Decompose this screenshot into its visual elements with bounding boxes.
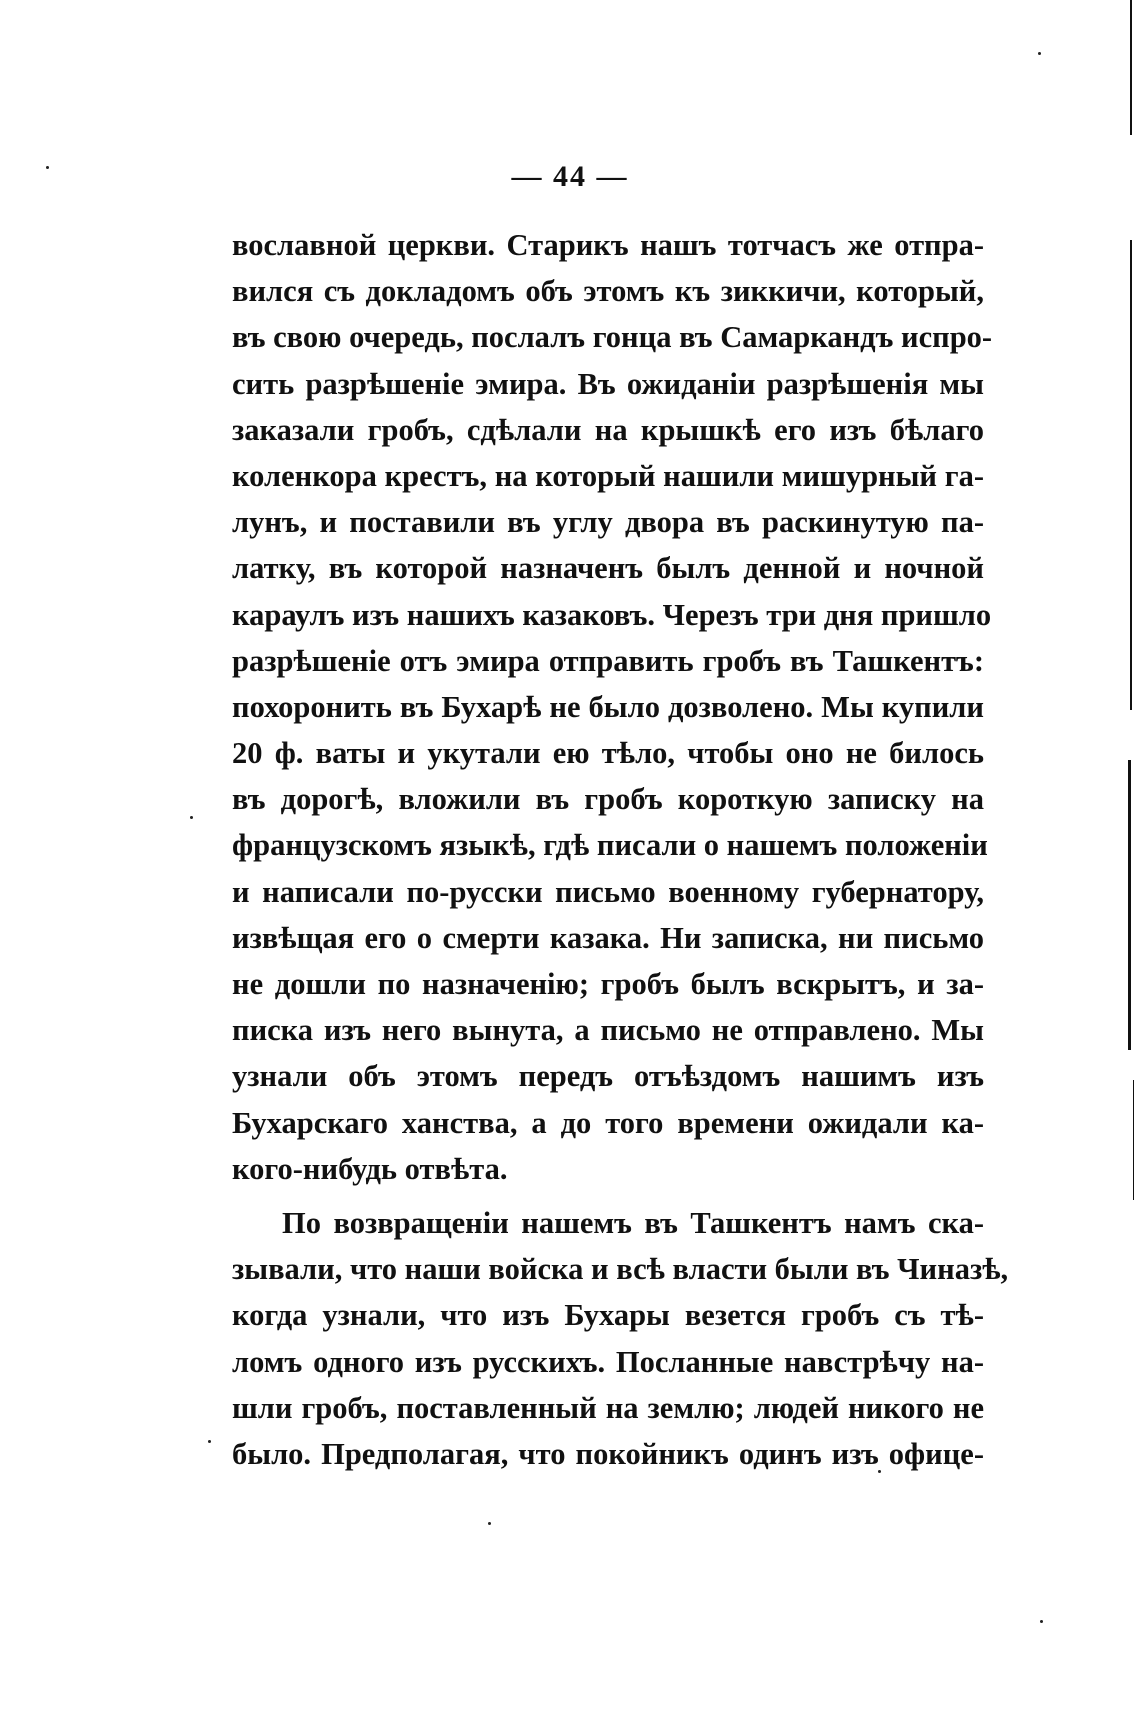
text-line: извѣщая его о смерти казака. Ни записка, ни письмо bbox=[232, 920, 984, 955]
text-line: сить разрѣшеніе эмира. Въ ожиданіи разрѣшенія мы bbox=[232, 366, 984, 401]
paragraph-gap bbox=[232, 1192, 984, 1200]
page-edge-line bbox=[1128, 760, 1131, 1050]
text-line: и написали по-русски письмо военному губернатору, bbox=[232, 874, 984, 909]
text-line: не дошли по назначенію; гробъ былъ вскрытъ, и за- bbox=[232, 967, 984, 1001]
scan-speck bbox=[190, 816, 193, 819]
text-line: латку, въ которой назначенъ былъ денной и ночной bbox=[232, 551, 984, 586]
text-line: писка изъ него вынута, а письмо не отправлено. Мы bbox=[232, 1013, 984, 1048]
body-text bbox=[232, 222, 1009, 1477]
text-line: Бухарскаго ханства, а до того времени ожидали ка- bbox=[232, 1105, 984, 1140]
page-edge-line bbox=[1130, 0, 1132, 135]
text-line: было. Предполагая, что покойникъ одинъ изъ офице- bbox=[232, 1436, 984, 1471]
page-edge-line bbox=[1130, 240, 1132, 710]
page-number: — 44 — bbox=[511, 160, 629, 193]
text-line: въ дорогѣ, вложили въ гробъ короткую записку на bbox=[232, 782, 984, 817]
text-line: въ свою очередь, послалъ гонца въ Самаркандъ испро- bbox=[232, 320, 993, 355]
text-line: шли гробъ, поставленный на землю; людей никого не bbox=[232, 1390, 984, 1425]
scan-speck bbox=[1038, 52, 1041, 55]
scan-speck bbox=[488, 1522, 491, 1525]
text-line: узнали объ этомъ передъ отъѣздомъ нашимъ изъ bbox=[232, 1059, 984, 1094]
scan-speck bbox=[1040, 1620, 1043, 1623]
text-line: заказали гробъ, сдѣлали на крышкѣ его изъ бѣлаго bbox=[232, 412, 984, 447]
text-line: коленкора крестъ, на который нашили мишурный га- bbox=[232, 458, 984, 493]
scan-speck bbox=[208, 1440, 211, 1443]
text-line: ломъ одного изъ русскихъ. Посланные навстрѣчу на- bbox=[232, 1344, 984, 1379]
text-line: когда узнали, что изъ Бухары везется гробъ съ тѣ- bbox=[232, 1298, 984, 1333]
text-line: По возвращеніи нашемъ въ Ташкентъ намъ ска- bbox=[282, 1205, 984, 1240]
text-line: 20 ф. ваты и укутали ею тѣло, чтобы оно не билось bbox=[232, 736, 984, 771]
text-line: зывали, что наши войска и всѣ власти были въ Чиназѣ, bbox=[232, 1252, 1009, 1287]
page-edge-line bbox=[1133, 1080, 1134, 1200]
text-line: вился съ докладомъ объ этомъ къ зиккичи, который, bbox=[232, 274, 984, 309]
text-line: вославной церкви. Старикъ нашъ тотчасъ же отпра- bbox=[232, 228, 984, 262]
text-line: караулъ изъ нашихъ казаковъ. Черезъ три дня пришло bbox=[232, 597, 992, 632]
paragraph bbox=[232, 1200, 1009, 1477]
text-line: похоронить въ Бухарѣ не было дозволено. Мы купили bbox=[232, 689, 984, 724]
paragraph bbox=[232, 222, 993, 1192]
text-line: лунъ, и поставили въ углу двора въ раскинутую па- bbox=[232, 505, 984, 540]
text-line: разрѣшеніе отъ эмира отправить гробъ въ Ташкентъ: bbox=[232, 643, 984, 678]
text-line: кого-нибудь отвѣта. bbox=[232, 1151, 508, 1186]
text-line: французскомъ языкѣ, гдѣ писали о нашемъ положеніи bbox=[232, 828, 988, 863]
